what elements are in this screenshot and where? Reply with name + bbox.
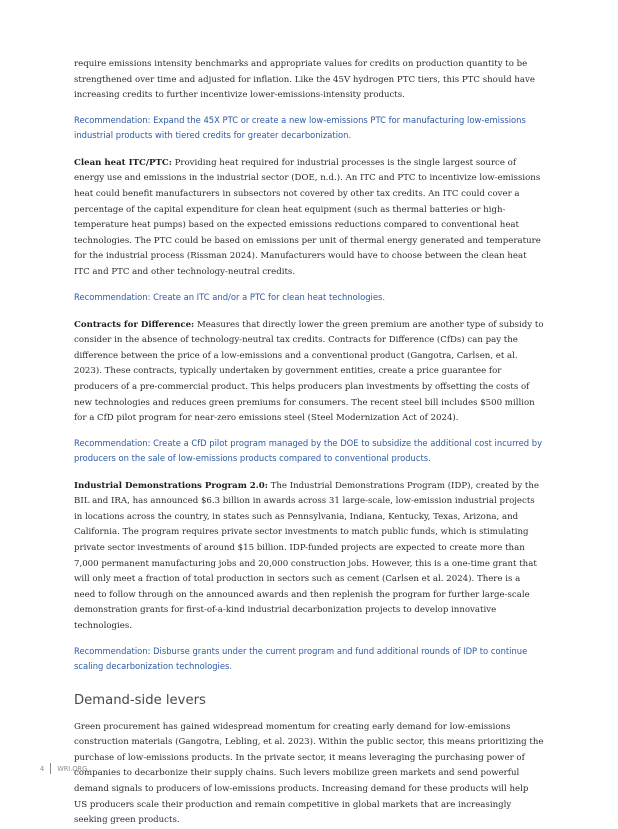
cfd-body: Measures that directly lower the green premium are another type of subsidy to consider in the absence of technology-neutral tax credits. Contracts for Difference (CfDs) can pay the difference between the price of a low-emissions and a conventional product (Gangotra, Carlsen, et al. 2023). These contracts, typically undertaken by government entities, create a price guarantee for producers of a pre-commercial product. This helps producers plan investments by offsetting the costs of new technologies and reduces green premiums for consumers. The recent steel bill includes $500 million for a CfD pilot program for near-zero emissions steel (Steel Modernization Act of 2024). <box>74 319 544 424</box>
clean-heat-body: Providing heat required for industrial processes is the single largest source of energy use and emissions in the industrial sector (DOE, n.d.). An ITC and PTC to incentivize low-emissions heat could benefit manufacturers in subsectors not covered by other tax credits. An ITC could cover a percentage of the capital expenditure for clean heat equipment (such as thermal batteries or high-temperature heat pumps) based on the expected emissions reductions compared to conventional heat technologies. The PTC could be based on emissions per unit of thermal energy generated and temperature for the industrial process (Rissman 2024). Manufacturers would have to choose between the clean heat ITC and PTC and other technology-neutral credits. <box>74 157 541 277</box>
cfd-paragraph <box>74 318 544 427</box>
cfd-lead: Contracts for Difference: <box>74 319 195 330</box>
intro-paragraph: require emissions intensity benchmarks and appropriate values for credits on production quantity to be strengthened over time and adjusted for inflation. Like the 45V hydrogen PTC tiers, this PTC should have increasing credits to further incentivize lower-emissions-intensity products. <box>74 59 535 101</box>
clean-heat-lead: Clean heat ITC/PTC: <box>74 157 172 168</box>
idp-paragraph <box>74 479 544 635</box>
footer-divider <box>50 763 51 774</box>
idp-lead: Industrial Demonstrations Program 2.0: <box>74 480 268 491</box>
clean-heat-paragraph <box>74 156 544 281</box>
recommendation-cfd: Recommendation: Create a CfD pilot program managed by the DOE to subsidize the additional cost incurred by producers on the sale of low-emissions products compared to conventional products. <box>74 437 543 463</box>
footer-site-link[interactable]: WRI.ORG <box>57 764 88 773</box>
recommendation-45x: Recommendation: Expand the 45X PTC or create a new low-emissions PTC for manufacturing low-emissions industrial products with tiered credits for greater decarbonization. <box>74 114 526 140</box>
recommendation-idp: Recommendation: Disburse grants under the current program and fund additional rounds of IDP to continue scaling decarbonization technologies. <box>74 645 528 671</box>
page-content <box>74 57 544 829</box>
section-heading-demand-side: Demand-side levers <box>74 692 206 708</box>
page-number: 4 <box>40 764 45 773</box>
idp-body: The Industrial Demonstrations Program (IDP), created by the BIL and IRA, has announced $6.3 billion in awards across 31 large-scale, low-emission industrial projects in locations across the country, in states such as Pennsylvania, Indiana, Kentucky, Texas, Arizona, and California. The program requires private sector investments to match public funds, which is stimulating private sector investments of around $15 billion. IDP-funded projects are expected to create more than 7,000 permanent manufacturing jobs and 20,000 construction jobs. However, this is a one-time grant that will only meet a fraction of total production in sectors such as cement (Carlsen et al. 2024). There is a need to follow through on the announced awards and then replenish the program for further large-scale demonstration grants for first-of-a-kind industrial decarbonization projects to develop innovative technologies. <box>74 480 540 632</box>
demand-paragraph: Green procurement has gained widespread momentum for creating early demand for low-emissions construction materials (Gangotra, Lebling, et al. 2023). Within the public sector, this means prioritizing the purchase of low-emissions products. In the private sector, it means leveraging the purchasing power of companies to decarbonize their supply chains. Such levers mobilize green markets and send powerful demand signals to producers of low-emissions products. Increasing demand for these products will help US producers scale their production and remain competitive in global markets that are increasingly seeking green products. <box>74 721 544 826</box>
recommendation-clean-heat: Recommendation: Create an ITC and/or a PTC for clean heat technologies. <box>74 291 386 302</box>
page-footer <box>40 763 87 774</box>
